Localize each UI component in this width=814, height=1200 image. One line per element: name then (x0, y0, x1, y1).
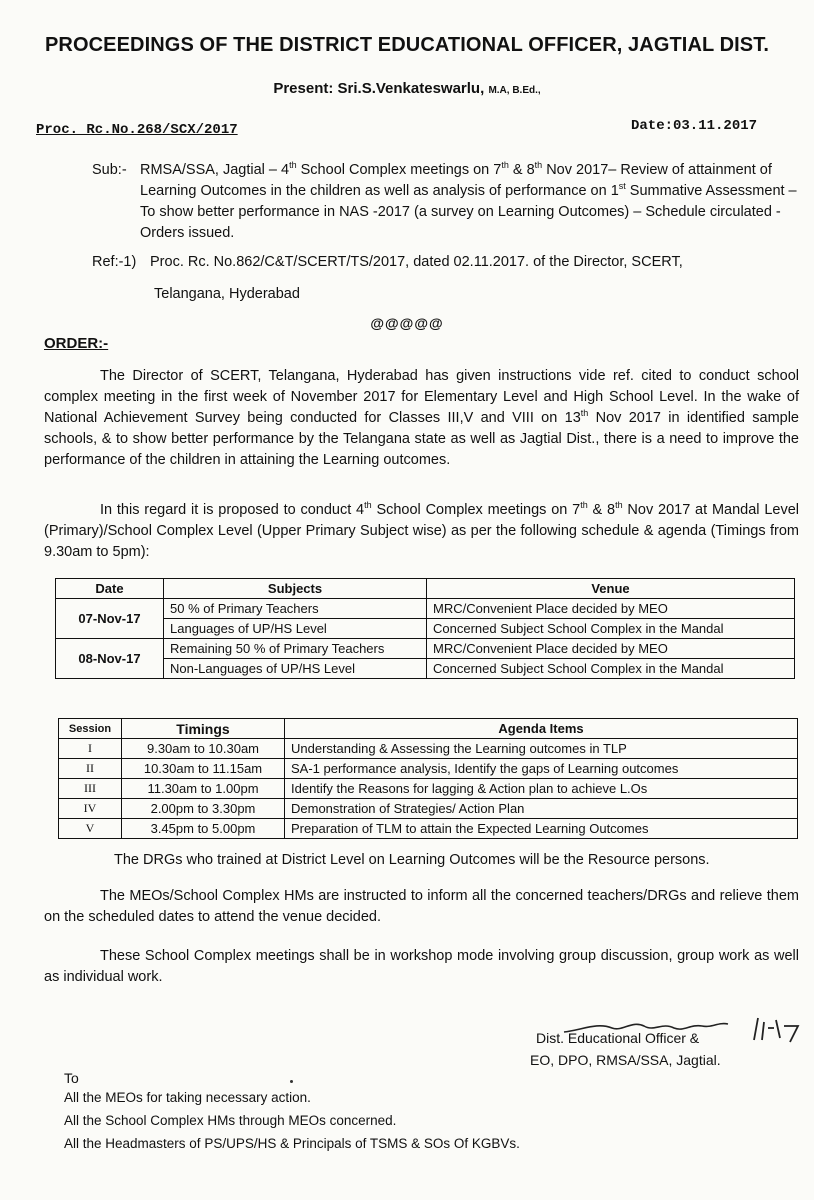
agenda-table (58, 718, 798, 839)
table-row (56, 599, 795, 619)
agenda-item: SA-1 performance analysis, Identify the gaps of Learning outcomes (285, 759, 798, 779)
schedule-venue: Concerned Subject School Complex in the Mandal (427, 659, 795, 679)
closing-paragraph-2 (44, 886, 799, 928)
table-row (56, 619, 795, 639)
closing-paragraph-3 (44, 946, 799, 988)
closing-paragraph-1: The DRGs who trained at District Level on Learning Outcomes will be the Resource persons. (114, 852, 710, 868)
header-session: Session (59, 719, 122, 739)
table-row (56, 659, 795, 679)
schedule-venue: Concerned Subject School Complex in the Mandal (427, 619, 795, 639)
table-row (59, 759, 798, 779)
to-label: To (64, 1070, 79, 1086)
agenda-session: III (59, 779, 122, 799)
present-officer (0, 80, 814, 97)
header-subjects: Subjects (164, 579, 427, 599)
agenda-timing: 2.00pm to 3.30pm (122, 799, 285, 819)
schedule-date: 08-Nov-17 (56, 639, 164, 679)
order-heading: ORDER:- (44, 335, 109, 352)
schedule-subject: Languages of UP/HS Level (164, 619, 427, 639)
table-row (59, 779, 798, 799)
table-row (59, 799, 798, 819)
agenda-timing: 3.45pm to 5.00pm (122, 819, 285, 839)
subject-text: RMSA/SSA, Jagtial – 4th School Complex meetings on 7th & 8th Nov 2017– Review of attainment of Learning Outcomes in the children as well as analysis of performance on 1st Summative Assessment – To show better performance in NAS -2017 (a survey on Learning Outcomes) – Schedule circulated - Orders issued. (140, 160, 797, 241)
closing-paragraph-2-text: The MEOs/School Complex HMs are instructed to inform all the concerned teachers/DRGs and relieve them on the scheduled dates to attend the venue decided. (44, 888, 799, 925)
document-title: PROCEEDINGS OF THE DISTRICT EDUCATIONAL OFFICER, JAGTIAL DIST. (44, 34, 769, 56)
header-timings: Timings (122, 719, 285, 739)
table-row (59, 819, 798, 839)
schedule-date: 07-Nov-17 (56, 599, 164, 639)
header-date: Date (56, 579, 164, 599)
reference-line-2: Telangana, Hyderabad (154, 286, 300, 302)
distribution-item: All the School Complex HMs through MEOs concerned. (64, 1113, 397, 1128)
agenda-timing: 11.30am to 1.00pm (122, 779, 285, 799)
header-venue: Venue (427, 579, 795, 599)
signatory-office: EO, DPO, RMSA/SSA, Jagtial. (530, 1052, 721, 1068)
header-agenda-items: Agenda Items (285, 719, 798, 739)
schedule-venue: MRC/Convenient Place decided by MEO (427, 639, 795, 659)
reference-line-1: Proc. Rc. No.862/C&T/SCERT/TS/2017, dated 02.11.2017. of the Director, SCERT, (150, 254, 683, 270)
schedule-subject: Remaining 50 % of Primary Teachers (164, 639, 427, 659)
closing-paragraph-3-text: These School Complex meetings shall be in workshop mode involving group discussion, group work as well as individual work. (44, 948, 799, 985)
agenda-timing: 9.30am to 10.30am (122, 739, 285, 759)
subject-label: Sub:- (92, 162, 127, 178)
ink-dot (290, 1080, 293, 1083)
agenda-session: V (59, 819, 122, 839)
present-label: Present: Sri.S.Venkateswarlu, (273, 80, 485, 97)
agenda-item: Understanding & Assessing the Learning outcomes in TLP (285, 739, 798, 759)
document-date: Date:03.11.2017 (631, 118, 758, 134)
schedule-subject: 50 % of Primary Teachers (164, 599, 427, 619)
agenda-header-row (59, 719, 798, 739)
agenda-session: IV (59, 799, 122, 819)
proc-number: Proc. Rc.No.268/SCX/2017 (36, 122, 238, 138)
order-paragraph-2: In this regard it is proposed to conduct 4th School Complex meetings on 7th & 8th Nov 2017 at Mandal Level (Primary)/School Complex Level (Upper Primary Subject wise) as per the following schedule & agenda (Timings from 9.30am to 5pm): (44, 500, 799, 560)
table-row (56, 639, 795, 659)
agenda-timing: 10.30am to 11.15am (122, 759, 285, 779)
schedule-table (55, 578, 795, 679)
agenda-session: I (59, 739, 122, 759)
agenda-item: Identify the Reasons for lagging & Action plan to achieve L.Os (285, 779, 798, 799)
order-paragraph-1: The Director of SCERT, Telangana, Hyderabad has given instructions vide ref. cited to conduct school complex meeting in the first week of November 2017 for Elementary Level and High School Level. In the wake of National Achievement Survey being conducted for Classes III,V and VIII on 13th Nov 2017 in identified sample schools, & to show better performance by the Telangana state as well as Jagtial Dist., there is a need to improve the performance of the children in attaining the Learning outcomes. (44, 368, 799, 468)
signatory-designation: Dist. Educational Officer & (536, 1030, 700, 1046)
reference-label: Ref:-1) (92, 254, 137, 270)
agenda-item: Demonstration of Strategies/ Action Plan (285, 799, 798, 819)
distribution-item: All the Headmasters of PS/UPS/HS & Principals of TSMS & SOs Of KGBVs. (64, 1136, 520, 1151)
agenda-session: II (59, 759, 122, 779)
schedule-subject: Non-Languages of UP/HS Level (164, 659, 427, 679)
schedule-venue: MRC/Convenient Place decided by MEO (427, 599, 795, 619)
agenda-item: Preparation of TLM to attain the Expected Learning Outcomes (285, 819, 798, 839)
distribution-item: All the MEOs for taking necessary action. (64, 1090, 311, 1105)
schedule-header-row (56, 579, 795, 599)
separator-marks: @@@@@ (370, 315, 444, 331)
present-qualifications: M.A, B.Ed., (488, 85, 541, 96)
table-row (59, 739, 798, 759)
